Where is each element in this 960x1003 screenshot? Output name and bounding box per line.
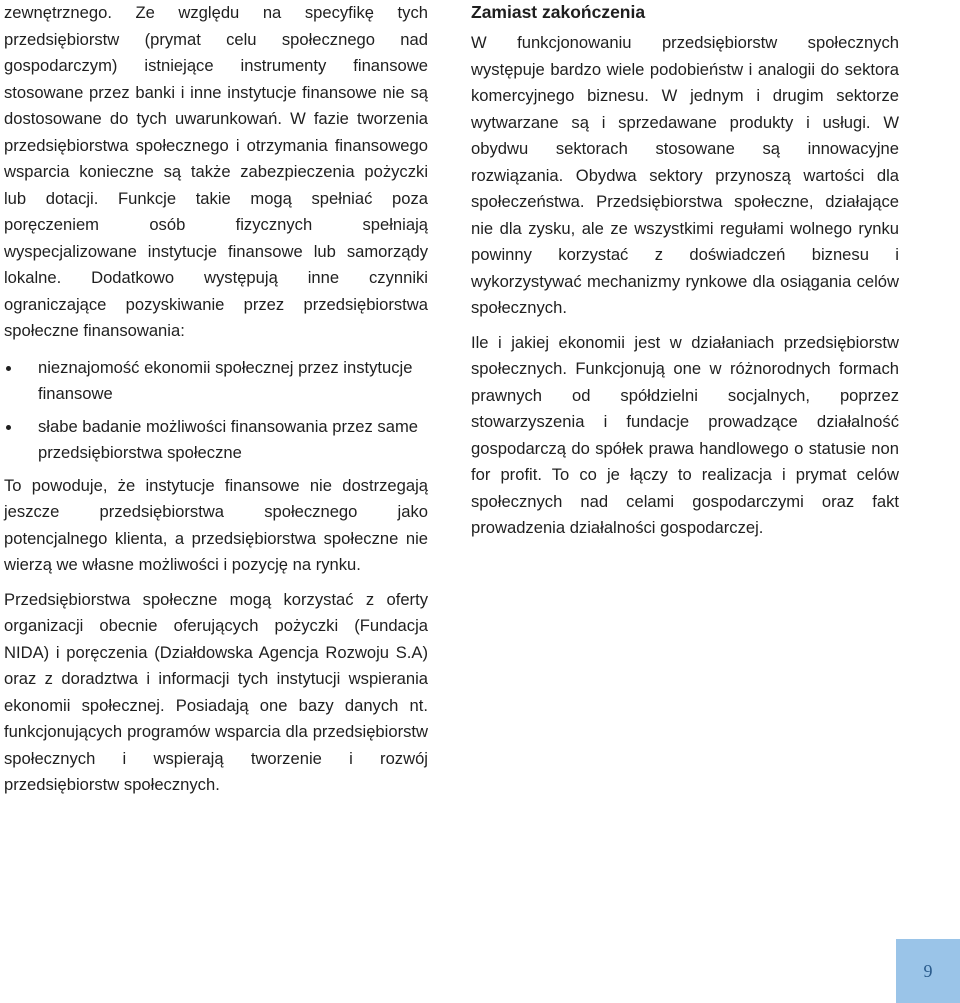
bullet-text: nieznajomość ekonomii społecznej przez instytucje finansowe [38,357,413,403]
bullet-text: słabe badanie możliwości finansowania przez same przedsiębiorstwa społeczne [38,416,419,462]
left-column [4,0,428,799]
left-paragraph-1: zewnętrznego. Ze względu na specyfikę tych przedsiębiorstw (prymat celu społecznego nad gospodarczym) istniejące instrumenty finansowe stosowane przez banki i inne instytucje finansowe nie są dostosowane do tych uwarunkowań. W fazie tworzenia przedsiębiorstwa społecznego i otrzymania finansowego wsparcia konieczne są także zabezpieczenia pożyczki lub dotacji. Funkcje takie mogą spełniać poza poręczeniem osób fizycznych spełniają wyspecjalizowane instytucje finansowe lub samorządy lokalne. Dodatkowo występują inne czynniki ograniczające pozyskiwanie przez przedsiębiorstwa społeczne finansowania: [4,3,428,340]
right-paragraph-2: Ile i jakiej ekonomii jest w działaniach przedsiębiorstw społecznych. Funkcjonują one w różnorodnych formach prawnych od spółdzielni socjalnych, poprzez stowarzyszenia i fundacje prowadzące działalność gospodarczą do spółek prawa handlowego o statusie non for profit. To co je łączy to realizacja i prymat celów społecznych nad celami gospodarczymi oraz fakt prowadzenia działalności gospodarczej. [471,332,899,537]
left-paragraph-2: To powoduje, że instytucje finansowe nie dostrzegają jeszcze przedsiębiorstwa społecznego jako potencjalnego klienta, a przedsiębiorstwa społeczne nie wierzą we własne możliwości i pozycję na rynku. [4,475,428,574]
bullet-icon [6,425,11,430]
section-heading: Zamiast zakończenia [471,2,646,22]
left-paragraph-3: Przedsiębiorstwa społeczne mogą korzystać z oferty organizacji obecnie oferujących pożyczki (Fundacja NIDA) i poręczenia (Działdowska Agencja Rozwoju S.A) oraz z doradztwa i informacji tych instytucji wspierania ekonomii społecznej. Posiadają one bazy danych nt. funkcjonujących programów wsparcia dla przedsiębiorstw społecznych i wspierają tworzenie i rozwój przedsiębiorstw społecznych. [4,589,428,794]
bullet-icon [6,366,11,371]
list-item [4,355,428,408]
page-number [896,939,960,1003]
bullet-list [4,355,428,467]
list-item [4,414,428,467]
right-column [471,0,899,542]
right-paragraph-1: W funkcjonowaniu przedsiębiorstw społecznych występuje bardzo wiele podobieństw i analogii do sektora komercyjnego biznesu. W jednym i drugim sektorze wytwarzane są i sprzedawane produkty i usługi. W obydwu sektorach stosowane są innowacyjne rozwiązania. Obydwa sektory przynoszą wartości dla społeczeństwa. Przedsiębiorstwa społeczne, działające nie dla zysku, ale ze wszystkimi regułami wolnego rynku powinny korzystać z doświadczeń biznesu i wykorzystywać mechanizmy rynkowe dla osiągania celów społecznych. [471,33,899,317]
page-number-label: 9 [923,960,933,981]
